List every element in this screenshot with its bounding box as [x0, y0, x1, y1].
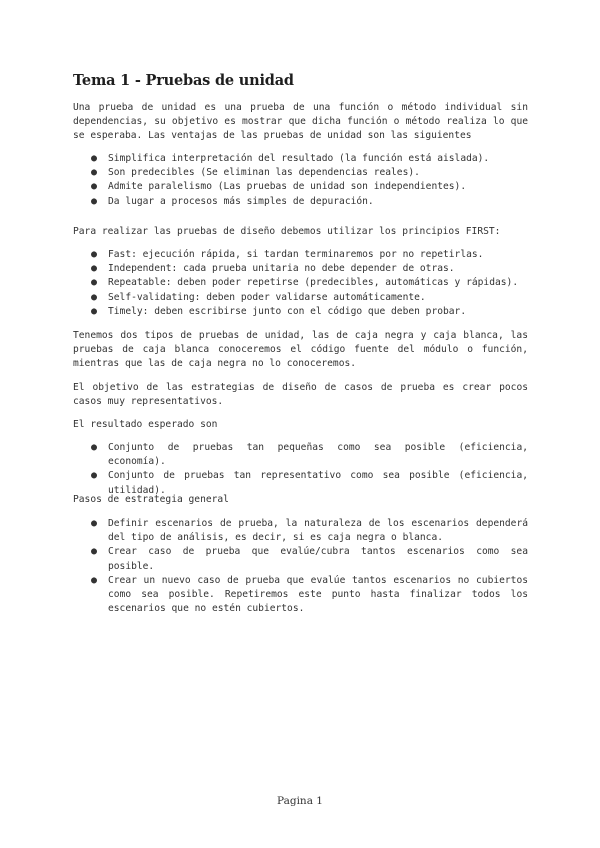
list-item: ● Crear un nuevo caso de prueba que evalúe tantos escenarios no cubiertos como sea posible. Repetiremos este punto hasta finalizar todos los escenarios que no estén cubiertos. [91, 574, 528, 615]
bullet-icon: ● [91, 277, 98, 289]
expected-intro: El resultado esperado son [73, 419, 218, 430]
strategy-intro: Pasos de estrategia general [73, 494, 229, 505]
page-title: Tema 1 - Pruebas de unidad [73, 72, 294, 89]
types-paragraph: Tenemos dos tipos de pruebas de unidad, las de caja negra y caja blanca, las pruebas de caja blanca conoceremos el código fuente del módulo o función, mientras que las de caja negra no lo conoceremos. [73, 330, 528, 370]
page-footer: Pagina 1 [277, 795, 323, 807]
list-item: ● Admite paralelismo (Las pruebas de unidad son independientes). [73, 180, 528, 194]
objective-paragraph: El objetivo de las estrategias de diseño de casos de prueba es crear pocos casos muy representativos. [73, 382, 528, 408]
bullet-icon: ● [91, 167, 98, 179]
list-item: ● Conjunto de pruebas tan representativo como sea posible (eficiencia, utilidad). [91, 470, 528, 496]
bullet-icon: ● [91, 574, 98, 586]
list-item: ● Da lugar a procesos más simples de depuración. [73, 195, 528, 209]
list-item: ● Definir escenarios de prueba, la naturaleza de los escenarios dependerá del tipo de análisis, es decir, si es caja negra o blanca. [91, 518, 528, 544]
bullet-icon: ● [91, 195, 98, 207]
strategy-steps-list [73, 517, 528, 616]
list-item: ● Independent: cada prueba unitaria no debe depender de otras. [73, 262, 528, 276]
first-intro-paragraph: Para realizar las pruebas de diseño debemos utilizar los principios FIRST: [73, 226, 501, 237]
list-item: ● Conjunto de pruebas tan pequeñas como sea posible (eficiencia, economía). [91, 442, 528, 468]
bullet-icon: ● [91, 249, 98, 260]
bullet-icon: ● [91, 470, 98, 482]
bullet-icon: ● [91, 518, 98, 529]
bullet-icon: ● [91, 291, 98, 303]
expected-results-list [73, 441, 528, 498]
bullet-icon: ● [91, 181, 98, 193]
list-item: ● Timely: deben escribirse junto con el código que deben probar. [73, 305, 528, 319]
bullet-icon: ● [91, 305, 98, 317]
bullet-icon: ● [91, 263, 98, 275]
list-item: ● Son predecibles (Se eliminan las dependencias reales). [73, 166, 528, 180]
list-item: ● Fast: ejecución rápida, si tardan terminaremos por no repetirlas. [73, 248, 528, 262]
bullet-icon: ● [91, 546, 98, 558]
list-item: ● Repeatable: deben poder repetirse (predecibles, automáticas y rápidas). [73, 276, 528, 290]
bullet-icon: ● [91, 153, 98, 164]
bullet-icon: ● [91, 442, 98, 453]
first-principles-list [73, 248, 528, 319]
list-item: ● Crear caso de prueba que evalúe/cubra tantos escenarios como sea posible. [91, 546, 528, 572]
list-item: ● Self-validating: deben poder validarse automáticamente. [73, 291, 528, 305]
intro-paragraph: Una prueba de unidad es una prueba de una función o método individual sin dependencias, su objetivo es mostrar que dicha función o método realiza lo que se esperaba. Las ventajas de las pruebas de unidad son las siguientes [73, 102, 528, 142]
advantages-list [73, 152, 528, 209]
list-item: ● Simplifica interpretación del resultado (la función está aislada). [73, 152, 528, 166]
